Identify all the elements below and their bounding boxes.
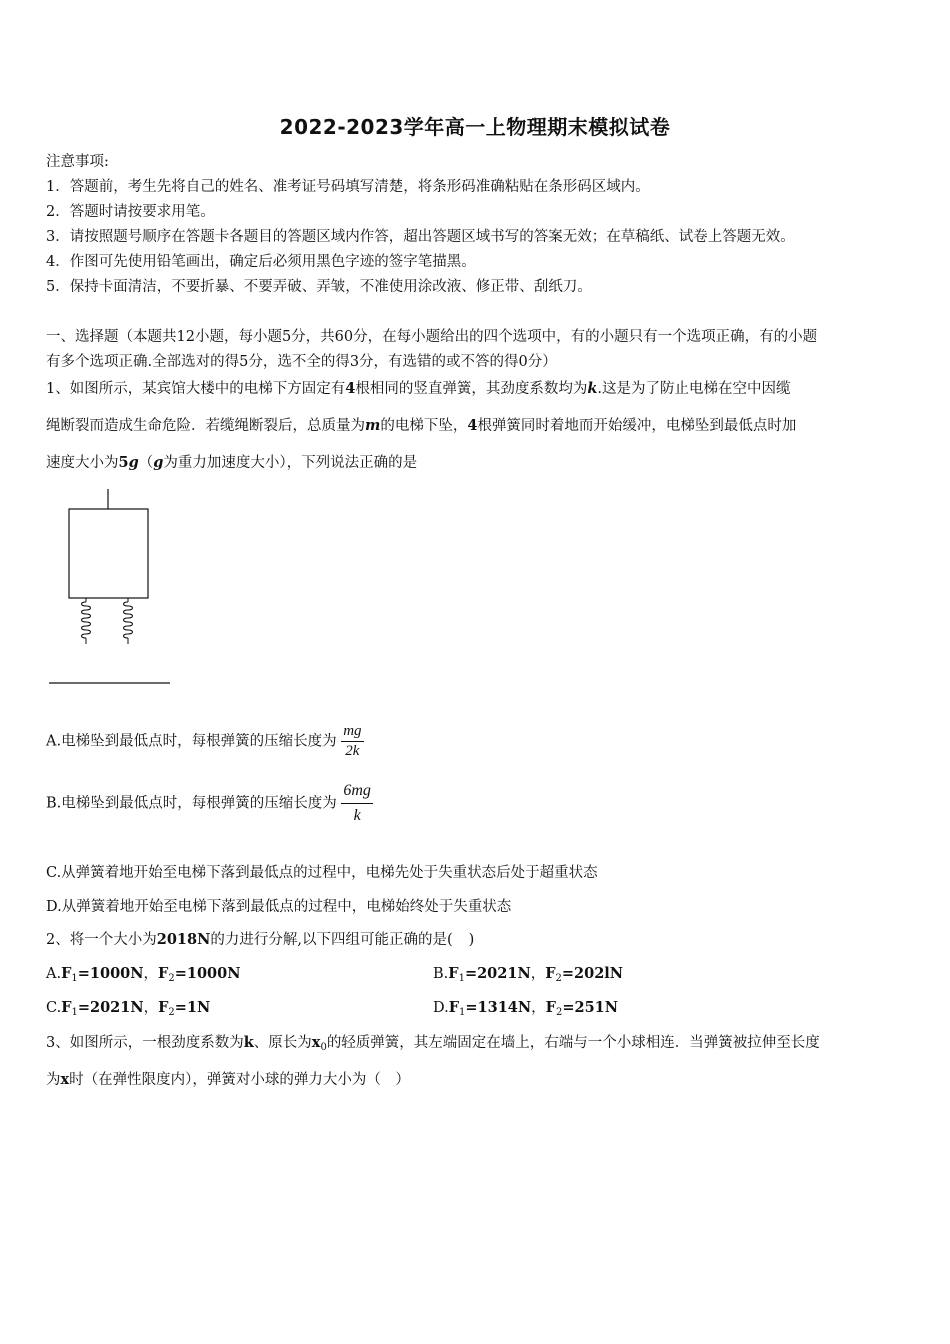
q1-stem-line3: 速度大小为5g（g为重力加速度大小），下列说法正确的是 xyxy=(46,454,418,471)
q2-stem: 2、将一个大小为2018N的力进行分解,以下四组可能正确的是( ) xyxy=(46,931,475,948)
q2-option-a: $A.F_1=1000N$，$F_2=1000N$ xyxy=(46,965,241,984)
q3-stem-line1: 3、如图所示，一根劲度系数为k、原长为$x_0$的轻质弹簧，其左端固定在墙上，右端与一个小球相连．当弹簧被拉伸至长度 xyxy=(46,1034,820,1053)
page-title: 2022-2023学年高一上物理期末模拟试卷 xyxy=(279,115,671,139)
section-heading-line2: 有多个选项正确.全部选对的得5分，选不全的得3分，有选错的或不答的得0分） xyxy=(46,354,557,370)
section-heading-line1: 一、选择题（本题共12小题，每小题5分，共60分，在每小题给出的四个选项中，有的小题只有一个选项正确，有的小题 xyxy=(46,329,818,345)
q1-stem-line2: 绳断裂而造成生命危险．若缆绳断裂后，总质量为m的电梯下坠，4根弹簧同时着地而开始缓冲，电梯坠到最低点时加 xyxy=(46,417,797,434)
spring-left-icon xyxy=(82,598,91,644)
q2-option-b: $B.F_1=2021N$，$F_2=202lN$ xyxy=(433,965,624,984)
elevator-spring-figure xyxy=(46,484,176,689)
fraction-mg-2k: $\frac{mg}{2k}$ xyxy=(343,723,362,759)
notice-item: 1．答题前，考生先将自己的姓名、准考证号码填写清楚，将条形码准确粘贴在条形码区域内。 xyxy=(46,179,650,195)
spring-right-icon xyxy=(124,598,133,644)
notice-item: 3．请按照题号顺序在答题卡各题目的答题区域内作答，超出答题区域书写的答案无效；在草稿纸、试卷上答题无效。 xyxy=(46,229,795,245)
notice-item: 5．保持卡面清洁，不要折暴、不要弄破、弄皱，不准使用涂改液、修正带、刮纸刀。 xyxy=(46,279,592,295)
q2-option-c: $C.F_1=2021N$，$F_2=1N$ xyxy=(46,999,211,1018)
fraction-6mg-k: $\frac{6mg}{k}$ xyxy=(341,779,373,828)
notice-item: 4．作图可先使用铅笔画出，确定后必须用黑色字迹的签字笔描黑。 xyxy=(46,254,476,270)
q1-option-a: A.电梯坠到最低点时，每根弹簧的压缩长度为 $\frac{mg}{2k}$ xyxy=(46,723,362,759)
q1-stem-line1: 1、如图所示，某宾馆大楼中的电梯下方固定有4根相同的竖直弹簧，其劲度系数均为k.这是为了防止电梯在空中因缆 xyxy=(46,380,791,397)
notice-item: 2．答题时请按要求用笔。 xyxy=(46,204,215,220)
notice-heading: 注意事项: xyxy=(46,154,109,170)
q1-option-d: D.从弹簧着地开始至电梯下落到最低点的过程中，电梯始终处于失重状态 xyxy=(46,899,512,915)
q1-option-c: C.从弹簧着地开始至电梯下落到最低点的过程中，电梯先处于失重状态后处于超重状态 xyxy=(46,865,598,881)
q1-option-b: B.电梯坠到最低点时，每根弹簧的压缩长度为 $\frac{6mg}{k}$ xyxy=(46,779,373,828)
q2-option-d: $D.F_1=1314N$，$F_2=251N$ xyxy=(433,999,618,1018)
q3-stem-line2: 为x时（在弹性限度内），弹簧对小球的弹力大小为（ ） xyxy=(46,1071,410,1088)
